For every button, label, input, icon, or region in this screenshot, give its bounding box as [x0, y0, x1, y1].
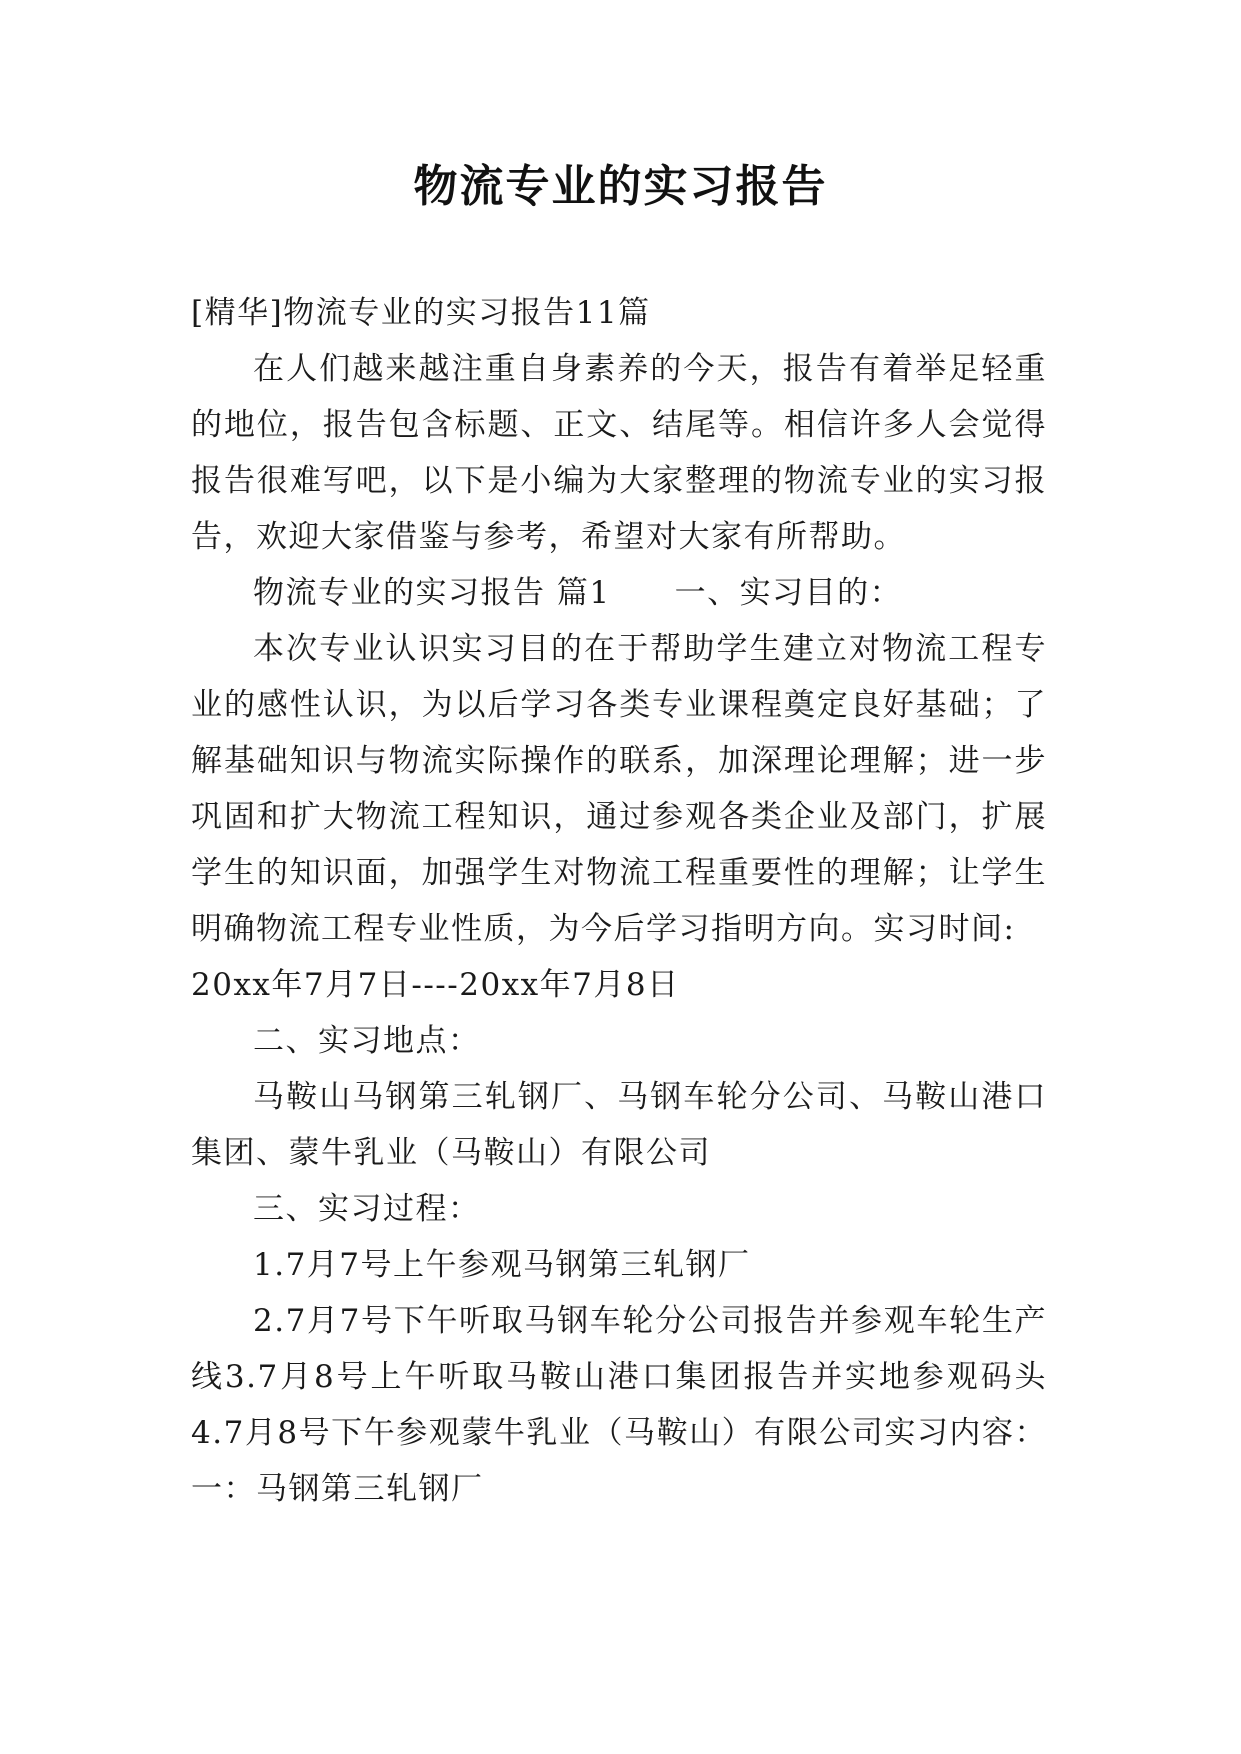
location-heading: 二、实习地点：: [253, 1023, 481, 1059]
intro-paragraph: 在人们越来越注重自身素养的今天，报告有着举足轻重的地位，报告包含标题、正文、结尾等。相信许多人会觉得报告很难写吧，以下是小编为大家整理的物流专业的实习报告，欢迎大家借鉴与参考，希望对大家有所帮助。: [191, 351, 1047, 555]
location-paragraph: 马鞍山马钢第三轧钢厂、马钢车轮分公司、马鞍山港口集团、蒙牛乳业（马鞍山）有限公司: [191, 1079, 1047, 1171]
process-item: 2.7月7号下午听取马钢车轮分公司报告并参观车轮生产线3.7月8号上午听取马鞍山港口集团报告并实地参观码头4.7月8号下午参观蒙牛乳业（马鞍山）有限公司实习内容：一：马钢第三轧钢厂: [191, 1303, 1047, 1507]
dates-line: 20xx年7月7日----20xx年7月8日: [191, 967, 680, 1003]
purpose-paragraph: 本次专业认识实习目的在于帮助学生建立对物流工程专业的感性认识，为以后学习各类专业课程奠定良好基础；了解基础知识与物流实际操作的联系，加深理论理解；进一步巩固和扩大物流工程知识，通过参观各类企业及部门，扩展学生的知识面，加强学生对物流工程重要性的理解；让学生明确物流工程专业性质，为今后学习指明方向。实习时间:: [191, 631, 1047, 947]
document-title: 物流专业的实习报告: [413, 161, 828, 212]
process-heading: 三、实习过程：: [253, 1191, 481, 1227]
section-heading: 物流专业的实习报告 篇1: [253, 575, 611, 611]
document-subtitle: [精华]物流专业的实习报告11篇: [191, 295, 651, 331]
section-heading-line: [191, 565, 1047, 621]
purpose-heading: 一、实习目的：: [674, 575, 903, 611]
process-item: 1.7月7号上午参观马钢第三轧钢厂: [253, 1247, 751, 1283]
document-body: [191, 285, 1047, 1517]
